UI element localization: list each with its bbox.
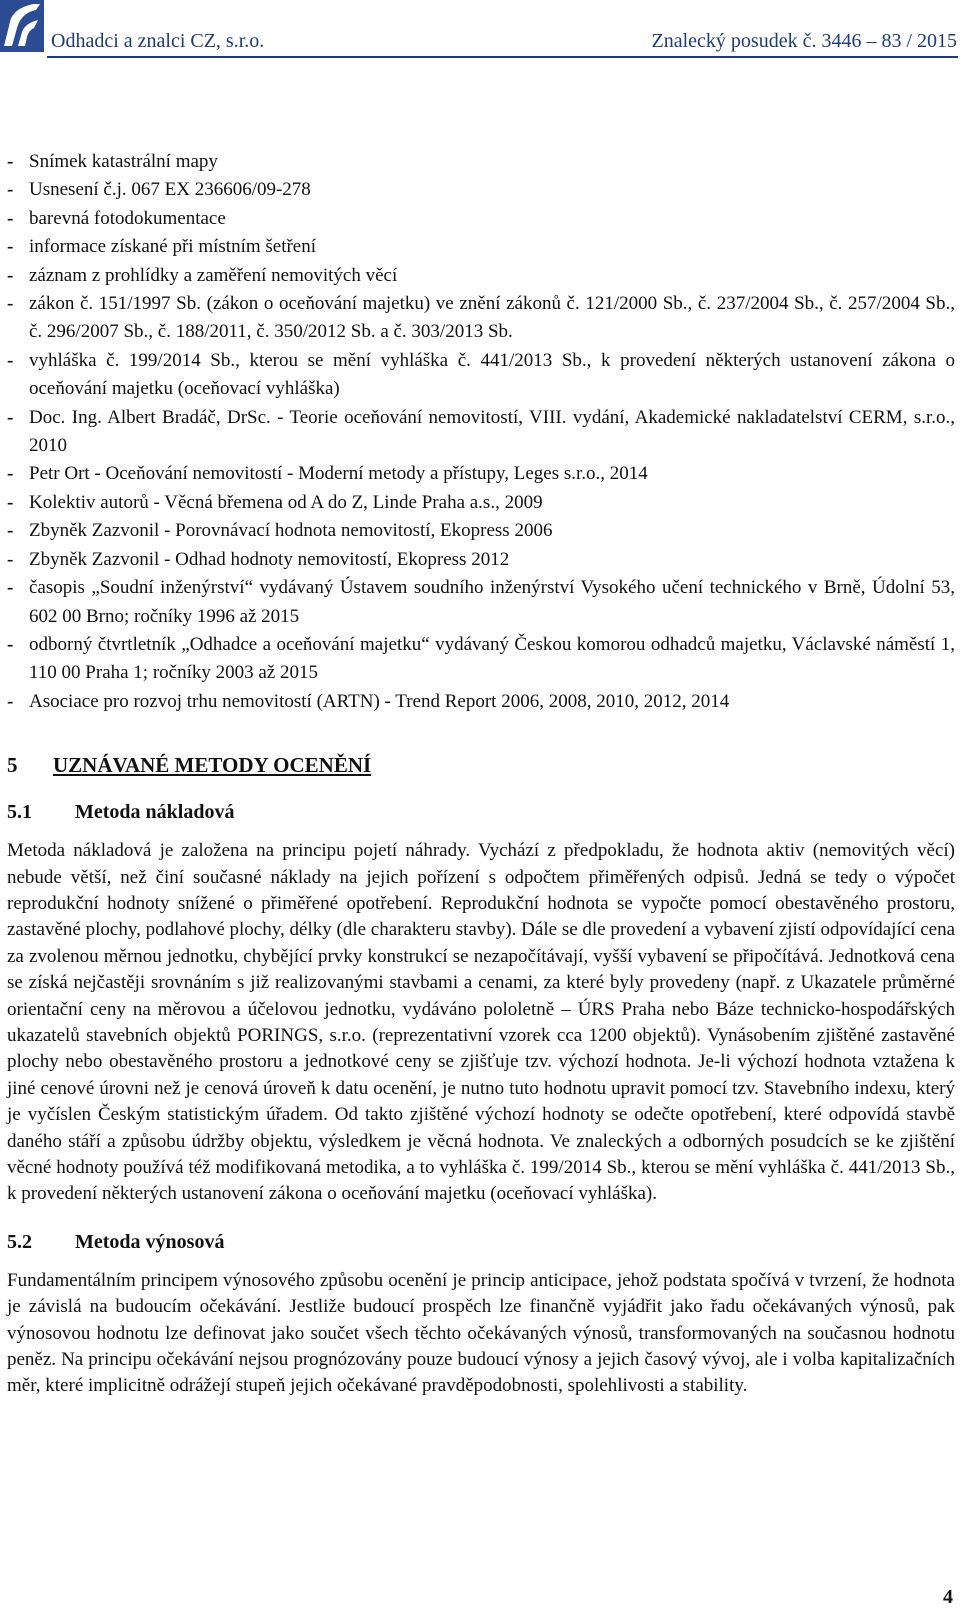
- sources-list: [7, 148, 955, 716]
- list-item: - zákon č. 151/1997 Sb. (zákon o oceňování majetku) ve znění zákonů č. 121/2000 Sb., č. 237/2004 Sb., č. 257/2004 Sb., č. 296/2007 Sb., č. 188/2011, č. 350/2012 Sb. a č. 303/2013 Sb.: [7, 290, 955, 347]
- list-item: - záznam z prohlídky a zaměření nemovitých věcí: [7, 262, 955, 290]
- list-item-text: barevná fotodokumentace: [29, 207, 226, 229]
- paragraph-income-method: Fundamentálním principem výnosového způsobu ocenění je princip anticipace, jehož podstata spočívá v tvrzení, že hodnota je závislá na budoucím očekávání. Jestliže budoucí prospěch lze finančně vyjádřit jako řadu očekávaných výnosů, pak výnosovou hodnotu lze definovat jako součet všech těchto očekávaných výnosů, transformovaných na současnou hodnotu peněz. Na principu očekávání nejsou prognózovány pouze budoucí výnosy a jejich časový vývoj, ale i volba kapitalizačních měr, které implicitně odrážejí stupeň jejich očekávané pravděpodobnosti, spolehlivosti a stability.: [7, 1269, 955, 1397]
- list-item: - Asociace pro rozvoj trhu nemovitostí (ARTN) - Trend Report 2006, 2008, 2010, 2012, 2014: [7, 688, 955, 716]
- section-heading-5: [7, 752, 955, 778]
- list-item: - časopis „Soudní inženýrství“ vydávaný Ústavem soudního inženýrství Vysokého učení technického v Brně, Údolní 53, 602 00 Brno; ročníky 1996 až 2015: [7, 574, 955, 631]
- list-item: - informace získané při místním šetření: [7, 233, 955, 261]
- subsection-title: Metoda nákladová: [75, 801, 235, 824]
- page-number: 4: [943, 1586, 953, 1608]
- list-item-text: odborný čtvrtletník „Odhadce a oceňování majetku“ vydávaný Českou komorou odhadců majetku, Václavské náměstí 1, 110 00 Praha 1; ročníky 2003 až 2015: [29, 633, 955, 684]
- company-logo-icon: [0, 0, 44, 52]
- list-item: - barevná fotodokumentace: [7, 205, 955, 233]
- list-item-text: Usnesení č.j. 067 EX 236606/09-278: [29, 179, 311, 201]
- list-item-text: vyhláška č. 199/2014 Sb., kterou se mění vyhláška č. 441/2013 Sb., k provedení některých ustanovení zákona o oceňování majetku (oceňovací vyhláška): [29, 349, 955, 400]
- list-item-text: Doc. Ing. Albert Bradáč, DrSc. - Teorie oceňování nemovitostí, VIII. vydání, Akademické nakladatelství CERM, s.r.o., 2010: [29, 406, 955, 457]
- list-item-text: Asociace pro rozvoj trhu nemovitostí (ARTN) - Trend Report 2006, 2008, 2010, 2012, 2014: [29, 690, 730, 712]
- list-item: - Usnesení č.j. 067 EX 236606/09-278: [7, 176, 955, 204]
- page-header: [0, 0, 960, 60]
- list-item-text: záznam z prohlídky a zaměření nemovitých věcí: [29, 264, 398, 286]
- header-divider: [47, 56, 958, 58]
- list-item: - odborný čtvrtletník „Odhadce a oceňování majetku“ vydávaný Českou komorou odhadců majetku, Václavské náměstí 1, 110 00 Praha 1; ročníky 2003 až 2015: [7, 631, 955, 688]
- list-item-text: Petr Ort - Oceňování nemovitostí - Moderní metody a přístupy, Leges s.r.o., 2014: [29, 463, 648, 485]
- list-item: - Kolektiv autorů - Věcná břemena od A do Z, Linde Praha a.s., 2009: [7, 489, 955, 517]
- page-content: [7, 148, 955, 1400]
- subsection-heading-5-2: [7, 1229, 955, 1255]
- list-item: - Zbyněk Zazvonil - Porovnávací hodnota nemovitostí, Ekopress 2006: [7, 517, 955, 545]
- section-number: 5: [7, 753, 18, 778]
- list-item: - vyhláška č. 199/2014 Sb., kterou se mění vyhláška č. 441/2013 Sb., k provedení některých ustanovení zákona o oceňování majetku (oceňovací vyhláška): [7, 347, 955, 404]
- list-item-text: Zbyněk Zazvonil - Odhad hodnoty nemovitostí, Ekopress 2012: [29, 548, 510, 570]
- subsection-number: 5.1: [7, 801, 32, 824]
- list-item-text: informace získané při místním šetření: [29, 236, 317, 258]
- subsection-heading-5-1: [7, 799, 955, 825]
- list-item-text: Snímek katastrální mapy: [29, 151, 218, 172]
- list-item-text: časopis „Soudní inženýrství“ vydávaný Ústavem soudního inženýrství Vysokého učení technického v Brně, Údolní 53, 602 00 Brno; ročníky 1996 až 2015: [29, 577, 955, 627]
- list-item: - Petr Ort - Oceňování nemovitostí - Moderní metody a přístupy, Leges s.r.o., 2014: [7, 460, 955, 488]
- list-item: - Doc. Ing. Albert Bradáč, DrSc. - Teorie oceňování nemovitostí, VIII. vydání, Akademické nakladatelství CERM, s.r.o., 2010: [7, 404, 955, 461]
- list-item: - Snímek katastrální mapy: [7, 148, 955, 176]
- paragraph-cost-method: Metoda nákladová je založena na principu pojetí náhrady. Vychází z předpokladu, že hodnota aktiv (nemovitých věcí) nebude větší, než činí současné náklady na jejich pořízení s odpočtem přiměřených odpisů. Jedná se tedy o výpočet reprodukční hodnoty snížené o přiměřené opotřebení. Reprodukční hodnota se vypočte pomocí obestavěného prostoru, zastavěné plochy, podlahové plochy, délky (dle charakteru stavby). Dále se dle provedení a vybavení zjistí odpovídající cena za zvolenou měrnou jednotku, chybějící prvky konstrukcí se nezapočítávají, vyšší vybavení se připočítává. Jednotková cena se získá nejčastěji srovnáním s již realizovanými stavbami a cenami, za které byly provedeny (např. z Ukazatele průměrné orientační ceny na měrovou a účelovou jednotku, vydáváno pololetně – ÚRS Praha nebo Báze technicko-hospodářských ukazatelů stavebních objektů PORINGS, s.r.o. (reprezentativní vzorek cca 1200 objektů). Vynásobením zjištěné zastavěné plochy nebo obestavěného prostoru a jednotkové ceny se zjišťuje tzv. výchozí hodnota. Je-li výchozí hodnota vztažena k jiné cenové úrovni než je cenová úroveň k datu ocenění, je nutno tuto hodnotu upravit pomocí tzv. Stavebního indexu, který je vyčíslen Českým statistickým úřadem. Od takto zjištěné výchozí hodnoty se odečte opotřebení, které odpovídá stavbě daného stáří a způsobu údržby objektu, výsledkem je věcná hodnota. Ve znaleckých a odborných posudcích se ke zjištění věcné hodnoty používá též modifikovaná metodika, a to vyhláška č. 199/2014 Sb., kterou se mění vyhláška č. 441/2013 Sb., k provedení některých ustanovení zákona o oceňování majetku (oceňovací vyhláška).: [7, 840, 955, 1205]
- company-name: Odhadci a znalci CZ, s.r.o.: [51, 30, 265, 52]
- list-item-text: Kolektiv autorů - Věcná břemena od A do Z, Linde Praha a.s., 2009: [29, 491, 543, 513]
- list-item: - Zbyněk Zazvonil - Odhad hodnoty nemovitostí, Ekopress 2012: [7, 546, 955, 574]
- list-item-text: zákon č. 151/1997 Sb. (zákon o oceňování majetku) ve znění zákonů č. 121/2000 Sb., č. 237/2004 Sb., č. 257/2004 Sb., č. 296/2007 Sb., č. 188/2011, č. 350/2012 Sb. a č. 303/2013 Sb.: [29, 293, 955, 343]
- subsection-number: 5.2: [7, 1230, 32, 1253]
- report-number: Znalecký posudek č. 3446 – 83 / 2015: [651, 30, 957, 52]
- list-item-text: Zbyněk Zazvonil - Porovnávací hodnota nemovitostí, Ekopress 2006: [29, 520, 553, 542]
- section-title: UZNÁVANÉ METODY OCENĚNÍ: [53, 753, 372, 778]
- subsection-title: Metoda výnosová: [75, 1230, 225, 1253]
